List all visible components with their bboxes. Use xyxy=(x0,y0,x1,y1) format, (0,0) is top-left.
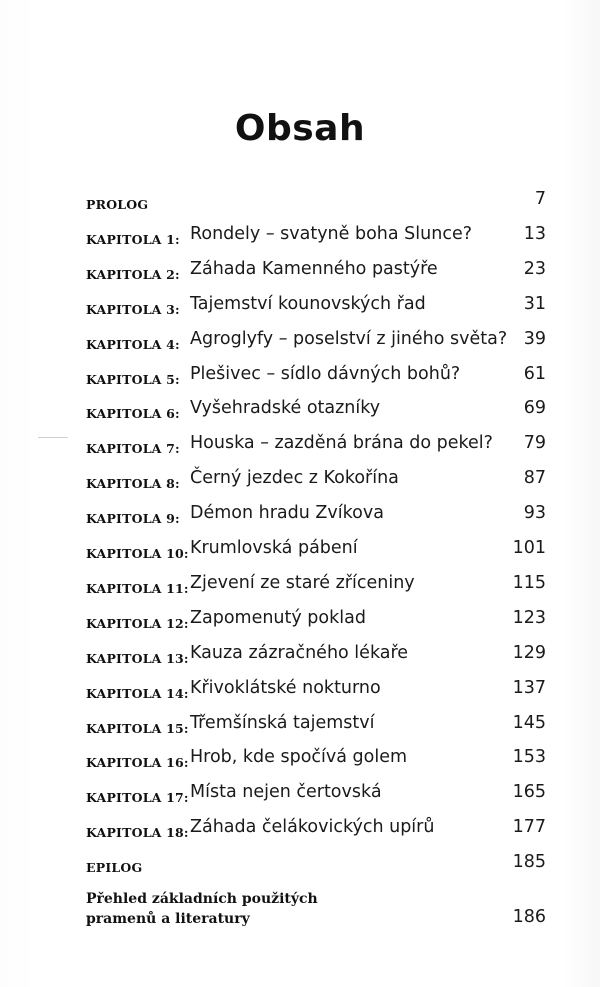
toc-entry xyxy=(86,256,546,286)
chapter-label: KAPITOLA 2: xyxy=(86,266,180,282)
toc-entry xyxy=(86,779,546,809)
toc-entry xyxy=(86,570,546,600)
chapter-title: Agroglyfy – poselství z jiného světa? xyxy=(190,328,508,349)
chapter-title: Plešivec – sídlo dávných bohů? xyxy=(190,363,461,384)
chapter-page-number: 93 xyxy=(523,503,546,524)
chapter-page-number: 129 xyxy=(512,642,546,663)
sources-entry xyxy=(86,889,546,939)
chapter-title: Krumlovská pábení xyxy=(190,538,358,558)
chapter-page-number: 185 xyxy=(512,852,546,873)
toc-entry xyxy=(86,361,546,391)
chapter-label: KAPITOLA 6: xyxy=(86,406,180,422)
toc-entry xyxy=(86,710,546,740)
chapter-title: Vyšehradské otazníky xyxy=(190,398,381,419)
chapter-title: Místa nejen čertovská xyxy=(190,782,382,803)
toc-entry xyxy=(86,535,546,565)
chapter-page-number: 165 xyxy=(512,782,546,803)
chapter-label: KAPITOLA 11: xyxy=(86,580,189,596)
chapter-page-number: 39 xyxy=(523,328,546,349)
chapter-label: KAPITOLA 10: xyxy=(86,546,189,561)
chapter-title: Kauza zázračného lékaře xyxy=(190,642,409,663)
chapter-label: KAPITOLA 12: xyxy=(86,615,189,631)
chapter-page-number: 153 xyxy=(512,747,546,768)
toc-entry xyxy=(86,291,546,321)
chapter-label: EPILOG xyxy=(86,860,143,876)
chapter-label: KAPITOLA 1: xyxy=(86,231,180,247)
chapter-label: PROLOG xyxy=(86,197,149,212)
chapter-page-number: 69 xyxy=(523,398,546,419)
toc-entry xyxy=(86,605,546,635)
toc-entry xyxy=(86,640,546,670)
chapter-label: KAPITOLA 16: xyxy=(86,755,189,771)
scan-speck xyxy=(38,437,68,438)
chapter-label: KAPITOLA 4: xyxy=(86,336,180,352)
chapter-label: KAPITOLA 5: xyxy=(86,371,180,387)
chapter-title: Křivoklátské nokturno xyxy=(190,677,381,698)
chapter-page-number: 137 xyxy=(512,677,546,698)
toc-entry xyxy=(86,221,546,251)
toc-entry xyxy=(86,814,546,844)
chapter-label: KAPITOLA 7: xyxy=(86,441,180,457)
chapter-label: KAPITOLA 3: xyxy=(86,301,180,317)
chapter-title: Houska – zazděná brána do pekel? xyxy=(190,433,493,454)
chapter-page-number: 145 xyxy=(512,712,546,733)
chapter-page-number: 87 xyxy=(523,468,546,489)
chapter-title: Záhada čelákovických upírů xyxy=(190,817,435,838)
toc-entry xyxy=(86,849,546,879)
chapter-title: Hrob, kde spočívá golem xyxy=(190,747,408,768)
sources-page-number: 186 xyxy=(512,907,546,927)
chapter-page-number: 101 xyxy=(512,538,546,558)
chapter-label: KAPITOLA 15: xyxy=(86,720,189,736)
chapter-label: KAPITOLA 13: xyxy=(86,650,189,666)
chapter-page-number: 13 xyxy=(523,223,546,244)
toc-entry xyxy=(86,744,546,774)
chapter-page-number: 31 xyxy=(523,293,546,314)
toc-entry xyxy=(86,395,546,425)
toc-entry xyxy=(86,430,546,460)
chapter-title: Černý jezdec z Kokořína xyxy=(190,468,399,489)
chapter-page-number: 61 xyxy=(523,363,546,384)
chapter-label: KAPITOLA 9: xyxy=(86,511,180,527)
chapter-page-number: 23 xyxy=(523,258,546,279)
chapter-title: Třemšínská tajemství xyxy=(190,712,375,733)
chapter-title: Démon hradu Zvíkova xyxy=(190,503,384,524)
page-title: Obsah xyxy=(234,108,366,149)
chapter-label: KAPITOLA 8: xyxy=(86,476,180,492)
chapter-title: Tajemství kounovských řad xyxy=(190,293,426,314)
chapter-title: Záhada Kamenného pastýře xyxy=(190,258,438,279)
chapter-title: Zapomenutý poklad xyxy=(190,607,366,628)
chapter-title: Rondely – svatyně boha Slunce? xyxy=(190,223,472,244)
chapter-label: KAPITOLA 17: xyxy=(86,790,189,806)
chapter-page-number: 79 xyxy=(523,433,546,454)
toc-entry xyxy=(86,186,546,216)
chapter-page-number: 123 xyxy=(512,607,546,628)
sources-label: Přehled základních použitých pramenů a literatury xyxy=(86,891,318,927)
chapter-label: KAPITOLA 14: xyxy=(86,685,189,701)
chapter-page-number: 177 xyxy=(512,817,546,838)
chapter-title: Zjevení ze staré zříceniny xyxy=(190,572,415,593)
chapter-label: KAPITOLA 18: xyxy=(86,825,189,841)
toc-entry xyxy=(86,675,546,705)
chapter-page-number: 115 xyxy=(512,572,546,593)
chapter-page-number: 7 xyxy=(534,189,546,209)
toc-entry xyxy=(86,465,546,495)
toc-entry xyxy=(86,326,546,356)
toc-entry xyxy=(86,500,546,530)
